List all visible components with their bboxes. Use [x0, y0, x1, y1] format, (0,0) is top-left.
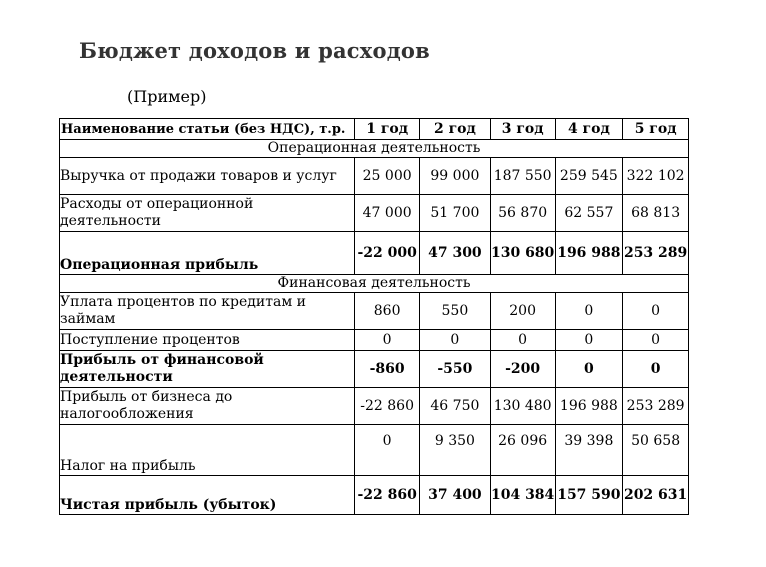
cell-year-2: 37 400	[420, 476, 491, 515]
row-label: Чистая прибыль (убыток)	[60, 476, 355, 515]
cell-year-2: 550	[420, 293, 491, 330]
table-row	[60, 351, 689, 388]
cell-year-3: -200	[490, 351, 555, 388]
cell-year-1: 0	[355, 425, 420, 476]
cell-year-1: -22 860	[355, 476, 420, 515]
table-header-row	[60, 119, 689, 140]
row-label: Выручка от продажи товаров и услуг	[60, 158, 355, 195]
cell-year-5: 0	[623, 293, 689, 330]
cell-year-1: 0	[355, 330, 420, 351]
section-title-financial: Финансовая деятельность	[60, 275, 689, 293]
cell-year-4: 0	[555, 330, 623, 351]
cell-year-4: 196 988	[555, 232, 623, 275]
table-row	[60, 232, 689, 275]
cell-year-4: 196 988	[555, 388, 623, 425]
table-row	[60, 388, 689, 425]
cell-year-1: -22 860	[355, 388, 420, 425]
row-label: Уплата процентов по кредитам и займам	[60, 293, 355, 330]
budget-table	[59, 118, 689, 515]
cell-year-4: 157 590	[555, 476, 623, 515]
cell-year-5: 68 813	[623, 195, 689, 232]
cell-year-2: 99 000	[420, 158, 491, 195]
cell-year-2: 46 750	[420, 388, 491, 425]
table-row	[60, 476, 689, 515]
section-row-operational	[60, 140, 689, 158]
cell-year-4: 62 557	[555, 195, 623, 232]
cell-year-4: 0	[555, 293, 623, 330]
row-label: Прибыль от финансовой деятельности	[60, 351, 355, 388]
row-label: Поступление процентов	[60, 330, 355, 351]
table-row	[60, 293, 689, 330]
cell-year-3: 130 480	[490, 388, 555, 425]
section-row-financial	[60, 275, 689, 293]
cell-year-2: 47 300	[420, 232, 491, 275]
cell-year-5: 202 631	[623, 476, 689, 515]
row-label: Налог на прибыль	[60, 425, 355, 476]
cell-year-5: 0	[623, 330, 689, 351]
document-subtitle: (Пример)	[127, 87, 207, 106]
column-header-year-3: 3 год	[490, 119, 555, 140]
cell-year-3: 200	[490, 293, 555, 330]
document-title: Бюджет доходов и расходов	[79, 38, 430, 63]
cell-year-5: 50 658	[623, 425, 689, 476]
cell-year-5: 0	[623, 351, 689, 388]
cell-year-1: 47 000	[355, 195, 420, 232]
cell-year-4: 259 545	[555, 158, 623, 195]
column-header-year-2: 2 год	[420, 119, 491, 140]
column-header-year-1: 1 год	[355, 119, 420, 140]
cell-year-3: 26 096	[490, 425, 555, 476]
cell-year-5: 253 289	[623, 388, 689, 425]
column-header-year-5: 5 год	[623, 119, 689, 140]
cell-year-3: 104 384	[490, 476, 555, 515]
cell-year-2: 51 700	[420, 195, 491, 232]
cell-year-1: 25 000	[355, 158, 420, 195]
cell-year-1: -22 000	[355, 232, 420, 275]
section-title-operational: Операционная деятельность	[60, 140, 689, 158]
column-header-name: Наименование статьи (без НДС), т.р.	[60, 119, 355, 140]
cell-year-4: 39 398	[555, 425, 623, 476]
cell-year-1: 860	[355, 293, 420, 330]
cell-year-1: -860	[355, 351, 420, 388]
table-row	[60, 330, 689, 351]
cell-year-2: 0	[420, 330, 491, 351]
cell-year-2: 9 350	[420, 425, 491, 476]
column-header-year-4: 4 год	[555, 119, 623, 140]
cell-year-5: 253 289	[623, 232, 689, 275]
row-label: Операционная прибыль	[60, 232, 355, 275]
cell-year-3: 130 680	[490, 232, 555, 275]
cell-year-4: 0	[555, 351, 623, 388]
row-label: Расходы от операционной деятельности	[60, 195, 355, 232]
table-row	[60, 425, 689, 476]
cell-year-5: 322 102	[623, 158, 689, 195]
row-label: Прибыль от бизнеса до налогообложения	[60, 388, 355, 425]
cell-year-2: -550	[420, 351, 491, 388]
table-row	[60, 158, 689, 195]
table-row	[60, 195, 689, 232]
cell-year-3: 187 550	[490, 158, 555, 195]
cell-year-3: 56 870	[490, 195, 555, 232]
cell-year-3: 0	[490, 330, 555, 351]
